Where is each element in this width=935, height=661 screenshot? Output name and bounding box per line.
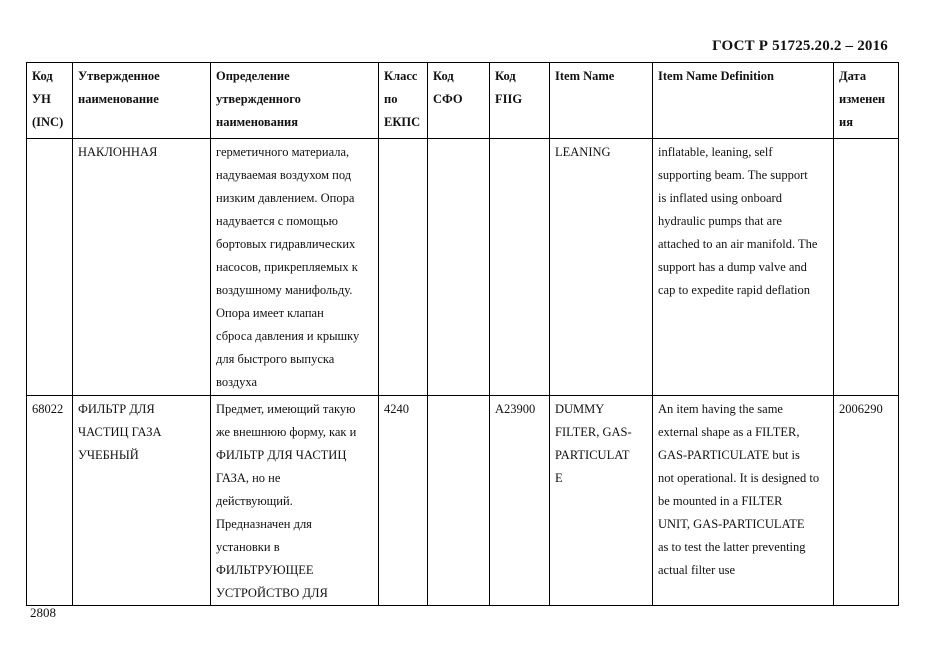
document-standard-number: ГОСТ Р 51725.20.2 – 2016 (712, 38, 888, 54)
cell-sfo (428, 396, 490, 606)
cell-item-definition: An item having the same external shape as a FILTER, GAS-PARTICULATE but is not operational. It is designed to be mounted in a FILTER UNIT, GAS-PARTICULATE as to test the latter preventing actual filter use (653, 396, 834, 606)
cell-item-name: DUMMY FILTER, GAS- PARTICULAT E (550, 396, 653, 606)
cell-class: 4240 (379, 396, 428, 606)
header-item-definition: Item Name Definition (653, 63, 834, 139)
page-number: 2808 (30, 605, 56, 620)
table-row (27, 139, 899, 396)
cell-approved-name: ФИЛЬТР ДЛЯ ЧАСТИЦ ГАЗА УЧЕБНЫЙ (73, 396, 211, 606)
header-date: Дата изменен ия (834, 63, 899, 139)
header-inc: Код УН (INC) (27, 63, 73, 139)
cell-inc (27, 139, 73, 396)
header-item-name: Item Name (550, 63, 653, 139)
cell-definition: Предмет, имеющий такую же внешнюю форму, как и ФИЛЬТР ДЛЯ ЧАСТИЦ ГАЗА, но не действующий. Предназначен для установки в ФИЛЬТРУЮЩЕЕ УСТРОЙСТВО ДЛЯ (211, 396, 379, 606)
cell-date: 2006290 (834, 396, 899, 606)
cell-definition: герметичного материала, надуваемая воздухом под низким давлением. Опора надувается с помощью бортовых гидравлических насосов, прикрепляемых к воздушному манифольду. Опора имеет клапан сброса давления и крышку для быстрого выпуска воздуха (211, 139, 379, 396)
cell-sfo (428, 139, 490, 396)
cell-item-definition: inflatable, leaning, self supporting beam. The support is inflated using onboard hydraulic pumps that are attached to an air manifold. The support has a dump valve and cap to expedite rapid deflation (653, 139, 834, 396)
header-sfo: Код СФО (428, 63, 490, 139)
cell-fiig: A23900 (490, 396, 550, 606)
cell-class (379, 139, 428, 396)
header-definition: Определение утвержденного наименования (211, 63, 379, 139)
header-approved-name: Утвержденное наименование (73, 63, 211, 139)
header-fiig: Код FIIG (490, 63, 550, 139)
cell-approved-name: НАКЛОННАЯ (73, 139, 211, 396)
table-row (27, 396, 899, 606)
table-header-row (27, 63, 899, 139)
cell-item-name: LEANING (550, 139, 653, 396)
cell-date (834, 139, 899, 396)
header-class: Класс по ЕКПС (379, 63, 428, 139)
cell-inc: 68022 (27, 396, 73, 606)
catalog-table (26, 62, 899, 606)
cell-fiig (490, 139, 550, 396)
